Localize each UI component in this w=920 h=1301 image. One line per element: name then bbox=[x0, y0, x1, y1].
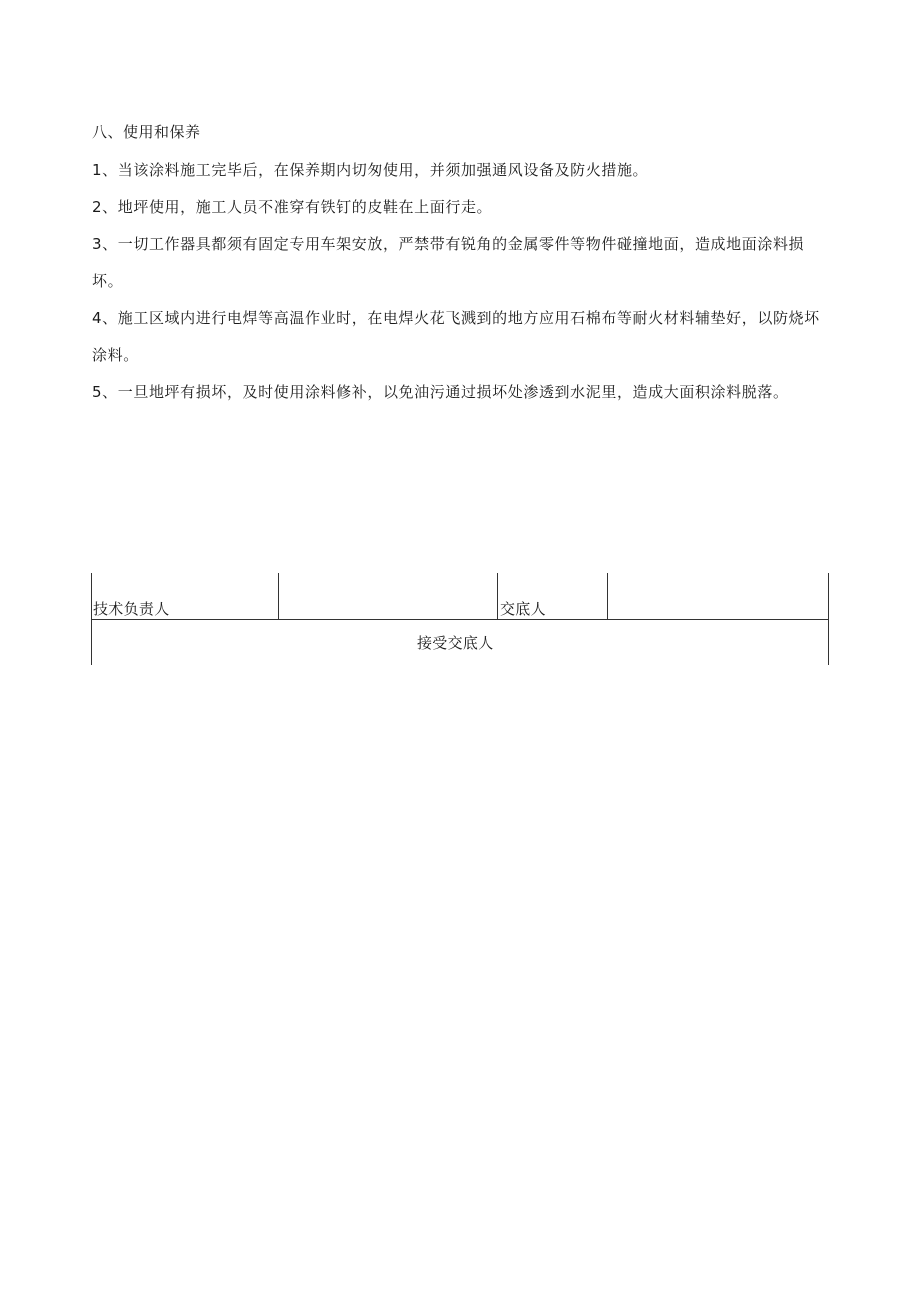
maintenance-item-2: 2、地坪使用，施工人员不准穿有铁钉的皮鞋在上面行走。 bbox=[92, 198, 493, 216]
maintenance-item-1: 1、当该涂料施工完毕后，在保养期内切匆使用，并须加强通风设备及防火措施。 bbox=[92, 161, 649, 179]
maintenance-item-3: 3、一切工作器具都须有固定专用车架安放，严禁带有锐角的金属零件等物件碰撞地面，造成地面涂料损坏。 bbox=[92, 235, 805, 290]
table-divider-2 bbox=[497, 573, 498, 619]
table-divider-1 bbox=[278, 573, 279, 619]
table-divider-3 bbox=[607, 573, 608, 619]
receiver-label: 接受交底人 bbox=[417, 634, 494, 652]
section-heading: 八、使用和保养 bbox=[92, 123, 201, 141]
maintenance-item-4: 4、施工区域内进行电焊等高温作业时，在电焊火花飞溅到的地方应用石棉布等耐火材料辅垫好，以防烧坏涂料。 bbox=[92, 309, 820, 364]
handover-label: 交底人 bbox=[500, 600, 546, 618]
tech-lead-label: 技术负责人 bbox=[93, 600, 170, 618]
maintenance-item-5: 5、一旦地坪有损坏，及时使用涂料修补，以免油污通过损坏处渗透到水泥里，造成大面积涂料脱落。 bbox=[92, 383, 789, 401]
signature-table bbox=[91, 573, 829, 665]
table-row-divider bbox=[91, 619, 829, 620]
